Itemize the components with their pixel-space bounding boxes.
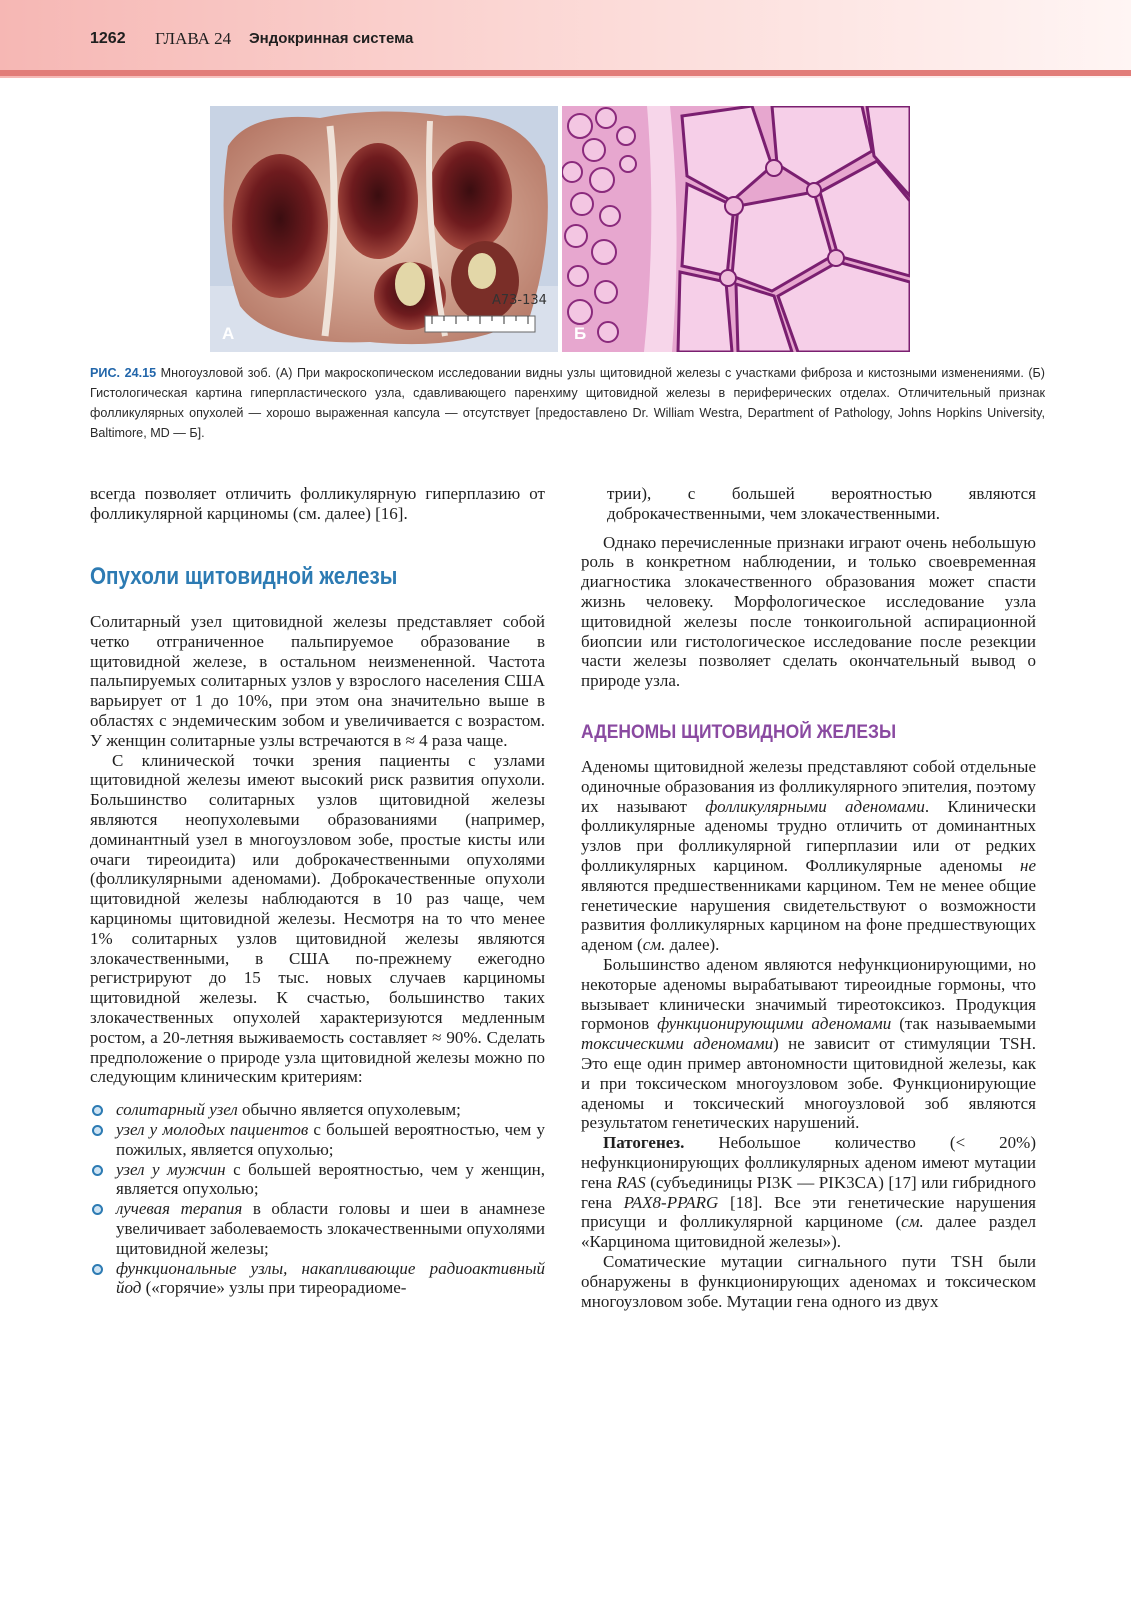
page-header xyxy=(0,0,1131,78)
list-item: узел у молодых пациентов с большей вероятностью, чем у пожилых, является опухолью; xyxy=(90,1120,545,1160)
histology-image xyxy=(562,106,910,352)
subsection-heading-adenomas: АДЕНОМЫ ЩИТОВИДНОЙ ЖЕЛЕЗЫ xyxy=(581,722,897,743)
list-item: лучевая терапия в области головы и шеи в анамнезе увеличивает заболеваемость злокачественными опухолями щитовидной железы; xyxy=(90,1199,545,1258)
bullet-icon xyxy=(92,1204,103,1215)
list-item: солитарный узел обычно является опухолевым; xyxy=(90,1100,545,1120)
figure-panel-a xyxy=(210,106,558,352)
bullet-icon xyxy=(92,1264,103,1275)
figure-number: РИС. 24.15 xyxy=(90,366,157,380)
panel-b-label: Б xyxy=(574,324,587,343)
figure-panel-b xyxy=(562,106,910,352)
criteria-list-continued xyxy=(581,484,1036,524)
list-item: узел у мужчин с большей вероятностью, чем у женщин, является опухолью; xyxy=(90,1160,545,1200)
list-item-continuation: трии), с большей вероятностью являются доброкачественными, чем злокачественными. xyxy=(607,484,1036,523)
chapter-label: ГЛАВА 24 xyxy=(155,29,232,48)
left-column-intro xyxy=(90,484,545,524)
header-accent-bar xyxy=(0,70,1131,76)
right-column-top xyxy=(581,484,1036,691)
figure-caption-text: Многоузловой зоб. (А) При макроскопическом исследовании видны узлы щитовидной железы с участками фиброза и кистозными изменениями. (Б) Гистологическая картина гиперпластического узла, сдавливающего паренхиму щитовидной железы в периферических отделах. Отличительный признак фолликулярных опухолей — хорошо выраженная капсула — отсутствует [предоставлено Dr. William Westra, Department of Pathology, Johns Hopkins University, Baltimore, MD — Б]. xyxy=(90,366,1046,440)
list-item: функциональные узлы, накапливающие радиоактивный йод («горячие» узлы при тиреорадиоме- xyxy=(90,1259,545,1299)
paragraph-diagnosis: Однако перечисленные признаки играют очень небольшую роль в конкретном наблюдении, и только своевременная диагностика злокачественного образования может спасти жизнь человеку. Морфологическое исследование узла щитовидной железы после тонкоигольной аспирационной биопсии или гистологическое исследование после резекции части железы позволяет сделать окончательный вывод о природе узла. xyxy=(581,532,1036,691)
figure-caption xyxy=(90,363,1045,443)
intro-paragraph: всегда позволяет отличить фолликулярную гиперплазию от фолликулярной карциномы (см. далее) [16]. xyxy=(90,484,545,523)
page-number: 1262 xyxy=(90,30,126,47)
section-heading-thyroid-tumors: Опухоли щитовидной железы xyxy=(90,563,398,590)
paragraph-functioning-adenomas: Большинство аденом являются нефункционирующими, но некоторые аденомы вырабатывают тиреоидные гормоны, что вызывает клинически значимый тиреотоксикоз. Продукция гормонов функционирующими аденомами (так называемыми токсическими аденомами) не зависит от стимуляции TSH. Это еще один пример автономности щитовидной железы, как и при токсическом многоузловом зобе. Функционирующие аденомы и токсический многоузловой зоб являются результатом генетических нарушений. xyxy=(581,954,1036,1133)
bullet-icon xyxy=(92,1125,103,1136)
bullet-icon xyxy=(92,1105,103,1116)
bullet-icon xyxy=(92,1165,103,1176)
criteria-list xyxy=(90,1100,545,1298)
specimen-tag: A73-134 xyxy=(492,293,547,308)
paragraph-tsh-mutations: Соматические мутации сигнального пути TSH были обнаружены в функционирующих аденомах и токсическом многоузловом зобе. Мутации гена одного из двух xyxy=(581,1251,1036,1311)
right-column-body xyxy=(581,757,1036,1311)
paragraph-clinical-view: С клинической точки зрения пациенты с узлами щитовидной железы имеют высокий риск развития опухоли. Большинство солитарных узлов щитовидной железы являются неопухолевыми образованиями (например, доминантный узел в многоузловом зобе, простые кисты или очаги тиреоидита) или доброкачественными опухолями (фолликулярными аденомами). Доброкачественные опухоли щитовидной железы наблюдаются в 10 раз чаще, чем карциномы щитовидной железы. Несмотря на то что менее 1% солитарных узлов щитовидной железы являются злокачественными, в США по-прежнему ежегодно регистрируют до 15 тыс. новых случаев карциномы щитовидной железы. К счастью, большинство таких злокачественных опухолей характеризуются медленным ростом, а 20-летняя выживаемость составляет ≈ 90%. Сделать предположение о природе узла щитовидной железы можно по следующим клиническим критериям: xyxy=(90,750,545,1087)
gross-specimen-image xyxy=(210,106,558,352)
panel-a-label: А xyxy=(222,324,235,343)
paragraph-pathogenesis: Патогенез. Небольшое количество (< 20%) нефункционирующих фолликулярных аденом имеют мутации гена RAS (субъединицы PI3K — PIK3CA) [17] или гибридного гена PAX8-PPARG [18]. Все эти генетические нарушения присущи и фолликулярной карциноме (см. далее раздел «Карцинома щитовидной железы»). xyxy=(581,1133,1036,1252)
paragraph-solitary-nodule: Солитарный узел щитовидной железы представляет собой четко отграниченное пальпируемое образование в щитовидной железе, в остальном неизмененной. Частота пальпируемых солитарных узлов у взрослого населения США варьирует от 1 до 10%, при этом она значительно выше в областях с эндемическим зобом и увеличивается с возрастом. У женщин солитарные узлы встречаются в ≈ 4 раза чаще. xyxy=(90,612,545,750)
section-title: Эндокринная система xyxy=(249,30,414,47)
left-column-body xyxy=(90,612,545,1298)
paragraph-adenomas: Аденомы щитовидной железы представляют собой отдельные одиночные образования из фолликулярного эпителия, поэтому их называют фолликулярными аденомами. Клинически фолликулярные аденомы трудно отличить от доминантных узлов при фолликулярной гиперплазии или от редких фолликулярных карцином. Фолликулярные аденомы не являются предшественниками карцином. Тем не менее общие генетические нарушения свидетельствуют о возможности развития фолликулярных карцином на фоне предшествующих аденом (см. далее). xyxy=(581,757,1036,955)
